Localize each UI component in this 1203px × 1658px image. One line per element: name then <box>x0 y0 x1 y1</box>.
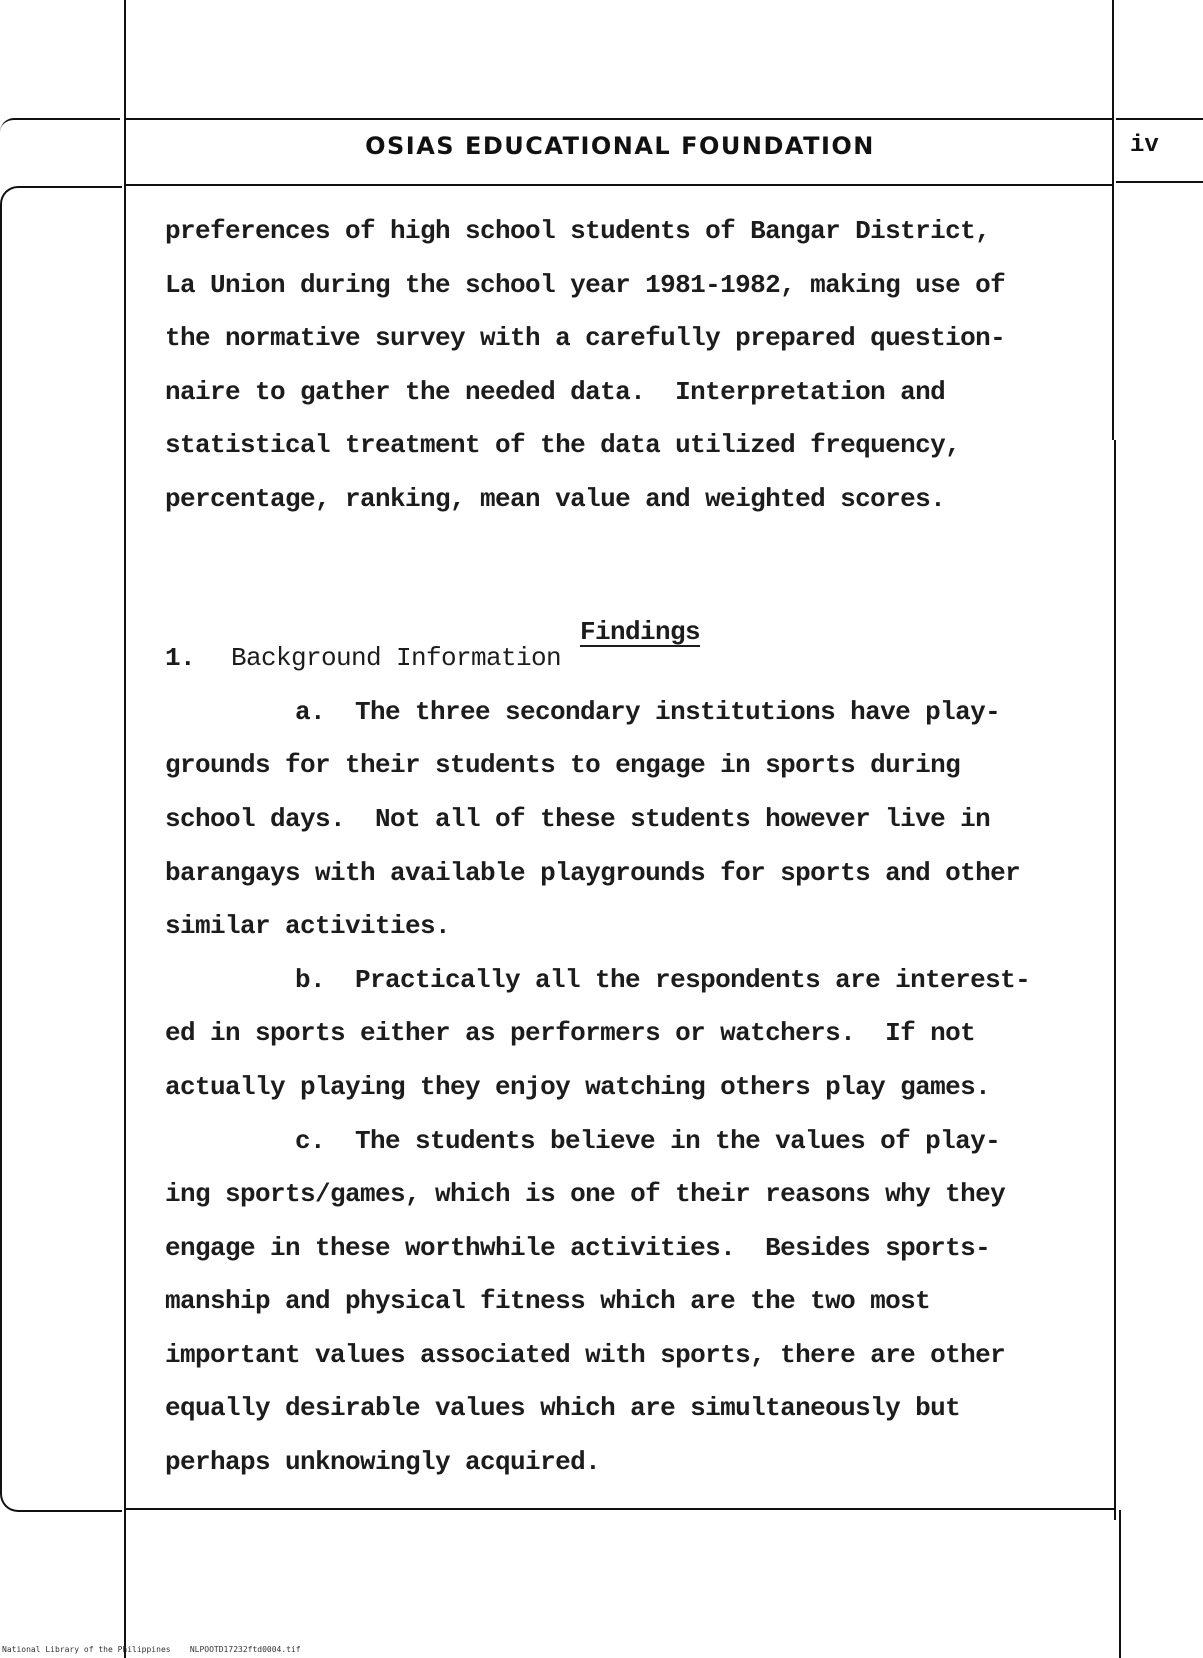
left-margin-curve-top <box>0 118 120 150</box>
page-number: iv <box>1130 132 1159 159</box>
finding-item-a <box>165 686 1115 954</box>
page-number-top-rule <box>1116 118 1203 120</box>
text-line: percentage, ranking, mean value and weighted scores. <box>165 483 946 514</box>
text-line: important values associated with sports, there are other <box>165 1339 1006 1370</box>
text-line: ed in sports either as performers or watchers. If not <box>165 1018 976 1049</box>
text-line: c. The students believe in the values of play- <box>295 1125 1001 1156</box>
frame-left-rule <box>124 0 126 1658</box>
header-top-rule <box>126 118 1112 120</box>
left-margin-curve-mid <box>0 186 122 1512</box>
intro-paragraph <box>165 205 1115 527</box>
text-line: ing sports/games, which is one of their reasons why they <box>165 1179 1006 1210</box>
section-title: Background Information <box>231 643 562 674</box>
findings-heading-row <box>165 553 1115 648</box>
text-line: La Union during the school year 1981-1982, making use of <box>165 269 1006 300</box>
text-line: equally desirable values which are simultaneously but <box>165 1393 961 1424</box>
text-line: perhaps unknowingly acquired. <box>165 1447 601 1478</box>
finding-item-c <box>165 1115 1115 1490</box>
text-line: school days. Not all of these students however live in <box>165 803 991 834</box>
section-number: 1. <box>165 643 196 674</box>
text-line: statistical treatment of the data utilized frequency, <box>165 430 961 461</box>
text-line: engage in these worthwhile activities. Besides sports- <box>165 1232 991 1263</box>
text-line: a. The three secondary institutions have play- <box>295 696 1001 727</box>
text-line: similar activities. <box>165 911 451 942</box>
content-bottom-rule <box>126 1508 1116 1510</box>
page-number-bottom-rule <box>1116 181 1203 183</box>
text-line: grounds for their students to engage in sports during <box>165 750 961 781</box>
frame-right-rule-bottom <box>1119 1510 1121 1658</box>
document-body <box>165 205 1115 1490</box>
page-header-title: OSIAS EDUCATIONAL FOUNDATION <box>365 132 875 160</box>
text-line: the normative survey with a carefully prepared question- <box>165 323 1006 354</box>
text-line: b. Practically all the respondents are interest- <box>295 964 1031 995</box>
header-bottom-rule <box>126 184 1112 186</box>
text-line: manship and physical fitness which are the two most <box>165 1286 931 1317</box>
text-line: naire to gather the needed data. Interpretation and <box>165 376 946 407</box>
text-line: barangays with available playgrounds for sports and other <box>165 857 1021 888</box>
findings-heading: Findings <box>579 617 701 648</box>
scan-credit-footer: National Library of the Philippines NLPOOTD17232ftd0004.tif <box>2 1645 301 1654</box>
text-line: actually playing they enjoy watching others play games. <box>165 1071 991 1102</box>
text-line: preferences of high school students of Bangar District, <box>165 216 991 246</box>
finding-item-b <box>165 954 1115 1115</box>
